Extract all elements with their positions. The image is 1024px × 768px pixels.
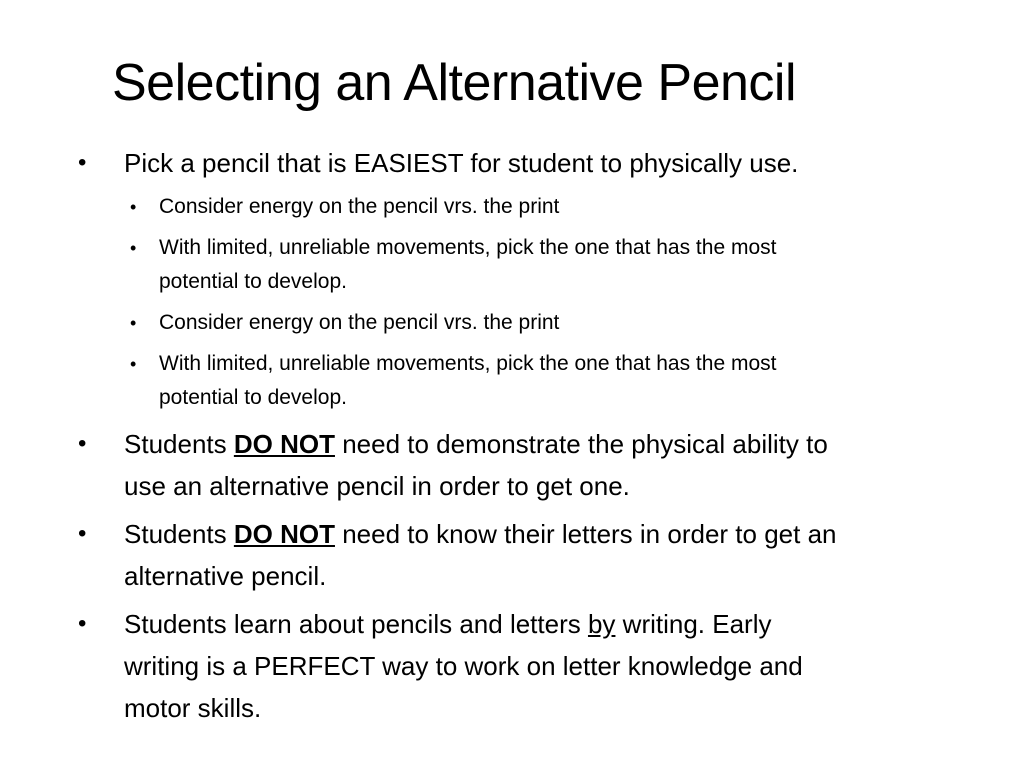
sub-bullet-text: Consider energy on the pencil vrs. the print (159, 311, 560, 334)
emphasis-text: DO NOT (233, 429, 335, 459)
bullet-icon: • (78, 610, 87, 637)
emphasis-text: DO NOT (233, 519, 335, 549)
bullet-icon: • (78, 149, 87, 176)
sub-bullet-text: Consider energy on the pencil vrs. the print (159, 195, 560, 218)
bullet-text: Students learn about pencils and letters by writing. Early writing is a PERFECT way to work on letter knowledge and motor skills. (124, 609, 803, 723)
emphasis-text: by (587, 609, 616, 639)
sub-bullet-text: With limited, unreliable movements, pick the one that has the most potential to develop. (159, 352, 777, 409)
bullet-icon: • (78, 520, 87, 547)
bullet-icon: • (130, 197, 137, 217)
bullet-icon: • (130, 313, 137, 333)
slide-title: Selecting an Alternative Pencil (112, 54, 797, 112)
bullet-icon: • (130, 354, 137, 374)
bullet-text: Pick a pencil that is EASIEST for student to physically use. (124, 148, 799, 178)
bullet-text: Students DO NOT need to demonstrate the physical ability to use an alternative pencil in order to get one. (124, 429, 828, 501)
sub-bullet-text: With limited, unreliable movements, pick the one that has the most potential to develop. (159, 236, 777, 293)
bullet-text: Students DO NOT need to know their letters in order to get an alternative pencil. (124, 519, 837, 591)
bullet-icon: • (78, 430, 87, 457)
bullet-icon: • (130, 238, 137, 258)
